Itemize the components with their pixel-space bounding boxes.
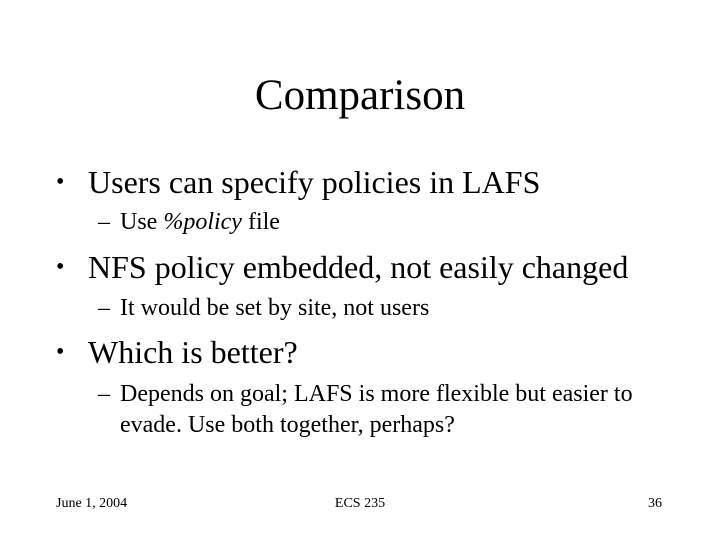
bullet-text: Which is better? — [88, 334, 298, 370]
footer-date: June 1, 2004 — [56, 496, 128, 511]
bullet-icon: • — [56, 254, 65, 280]
bullet-text: Users can specify policies in LAFS — [88, 164, 541, 200]
dash-icon: – — [98, 209, 110, 235]
sub-bullet-text — [120, 207, 680, 238]
dash-icon: – — [98, 295, 110, 321]
policy-file-name: %policy — [163, 209, 242, 235]
sub-bullet-prefix: Use — [120, 209, 164, 235]
footer-course: ECS 235 — [334, 496, 386, 511]
bullet-icon: • — [56, 339, 65, 365]
sub-bullet-text: It would be set by site, not users — [120, 295, 430, 321]
dash-icon: – — [98, 381, 110, 407]
sub-bullet-text: Depends on goal; LAFS is more flexible but easier to evade. Use both together, perhaps? — [120, 381, 633, 438]
bullet-text: NFS policy embedded, not easily changed — [88, 249, 629, 285]
sub-bullet-suffix: file — [241, 209, 280, 235]
slide-number: 36 — [648, 496, 662, 511]
slide-title: Comparison — [254, 72, 466, 119]
bullet-icon: • — [56, 169, 65, 195]
